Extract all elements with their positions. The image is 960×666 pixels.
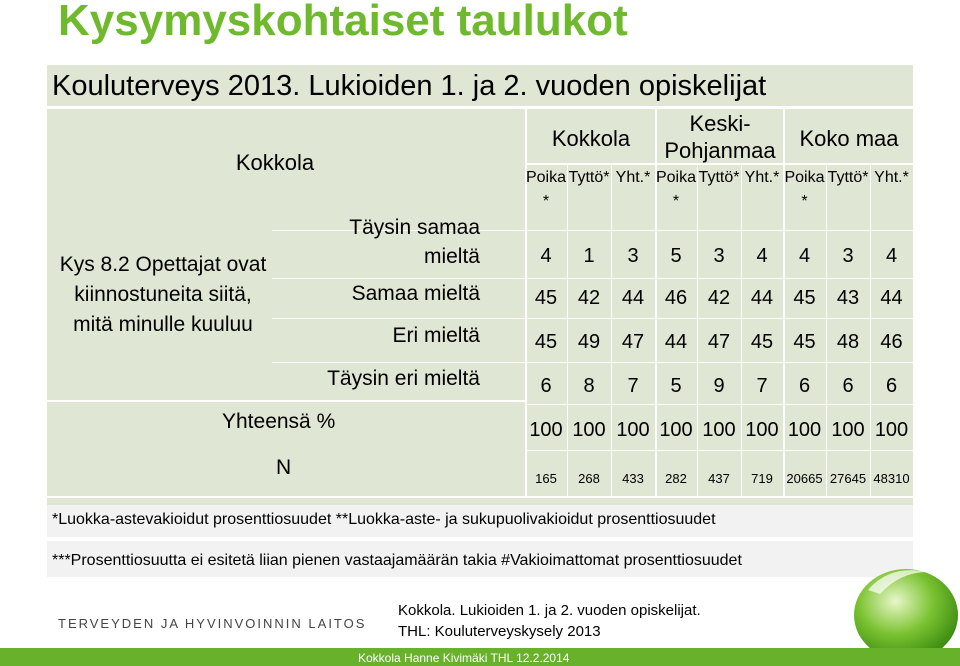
table-cell: 46 [664,287,688,309]
n-cell: 268 [578,471,600,486]
table-cell: 3 [713,245,725,267]
n-cell: 437 [708,471,730,486]
table-cell: 44 [880,287,903,309]
table-cell: 100 [572,419,606,441]
subheader-4: Tyttö* [698,169,740,186]
n-cell: 48310 [873,471,910,486]
question-text: Kys 8.2 Opettajat ovat kiinnostuneita siitä, mitä minulle kuuluu [59,253,267,336]
source-note [398,600,701,642]
footnote-2: ***Prosenttiosuutta ei esitetä liian pienen vastaajamäärän takia #Vakioimattomat prosenttiosuudet [52,552,742,569]
table-cell: 100 [659,419,693,441]
table-cell: 100 [787,419,822,441]
n-cell: 20665 [786,471,823,486]
table-cell: 5 [670,375,682,397]
table-cell: 4 [798,245,811,267]
table-cell: 100 [529,419,563,441]
source-line-1: Kokkola. Lukioiden 1. ja 2. vuoden opiskelijat. [398,602,701,619]
table-cell: 4 [540,245,552,267]
table-cell: 44 [621,287,645,309]
table-cell: 3 [627,245,639,267]
table-cell: 42 [577,287,601,309]
table-cell: 4 [756,245,768,267]
thl-logo: TERVEYDEN JA HYVINVOINNIN LAITOS [58,616,367,631]
slide-title: Kysymyskohtaiset taulukot [58,0,628,45]
table-cell: 6 [842,375,854,397]
subheader-5: Yht.* [744,169,780,186]
n-cell: 719 [751,471,773,486]
table-cell: 100 [831,419,865,441]
table-cell: 5 [670,245,682,267]
table-cell: 45 [534,287,558,309]
table-cell: 100 [745,419,779,441]
subheader-8: Yht.* [874,169,909,186]
table-cell: 100 [616,419,650,441]
table-cell: 3 [842,245,854,267]
total-label: Yhteensä % [222,410,336,433]
table-cell: 8 [583,375,595,397]
n-cell: 165 [535,471,557,486]
table-cell: 46 [880,331,903,353]
footnote-1: *Luokka-astevakioidut prosenttiosuudet **Luokka-aste- ja sukupuolivakioidut prosenttiosuudet [52,511,716,528]
table-cell: 9 [713,375,725,397]
table-cell: 7 [756,375,768,397]
table-cell: 49 [577,331,601,353]
group-header-keski-pohjanmaa: Keski-Pohjanmaa [664,111,776,163]
subheader-0: Poika* [525,169,567,210]
table-cell: 45 [750,331,774,353]
report-title: Kouluterveys 2013. Lukioiden 1. ja 2. vuoden opiskelijat [52,70,767,102]
green-sphere-graphic [828,560,958,655]
subheader-3: Poika* [655,169,697,210]
table-cell: 1 [583,245,595,267]
table-cell: 6 [540,375,552,397]
table-cell: 45 [793,331,816,353]
table-cell: 6 [798,375,811,397]
group-header-kokkola: Kokkola [551,126,631,151]
n-cell: 27645 [829,471,867,486]
n-label: N [276,456,292,479]
table-cell: 44 [664,331,688,353]
table-cell: 100 [874,419,909,441]
subheader-2: Yht.* [615,169,651,186]
table-cell: 47 [621,331,645,353]
group-header-koko-maa: Koko maa [799,126,899,151]
row-label-eri: Eri mieltä [392,324,480,347]
subheader-1: Tyttö* [568,169,610,186]
row-label-taysin-eri: Täysin eri mieltä [327,367,480,390]
row-label-samaa: Samaa mieltä [351,282,480,305]
subheader-7: Tyttö* [827,169,869,186]
subheader-6: Poika* [784,169,825,210]
table-cell: 4 [885,245,898,267]
table-cell: 45 [534,331,558,353]
bottom-bar-text: Kokkola Hanne Kivimäki THL 12.2.2014 [358,651,570,665]
table-cell: 43 [836,287,860,309]
table-cell: 42 [707,287,731,309]
table-cell: 7 [627,375,639,397]
region-label: Kokkola [235,150,315,175]
table-cell: 100 [702,419,736,441]
table-cell: 6 [885,375,898,397]
table-cell: 45 [793,287,816,309]
n-cell: 433 [622,471,644,486]
table-cell: 48 [836,331,860,353]
row-label-taysin-samaa: Täysin samaa mieltä [349,216,480,268]
table-cell: 47 [707,331,731,353]
n-cell: 282 [665,471,687,486]
table-cell: 44 [750,287,774,309]
source-line-2: THL: Kouluterveyskysely 2013 [398,623,601,640]
